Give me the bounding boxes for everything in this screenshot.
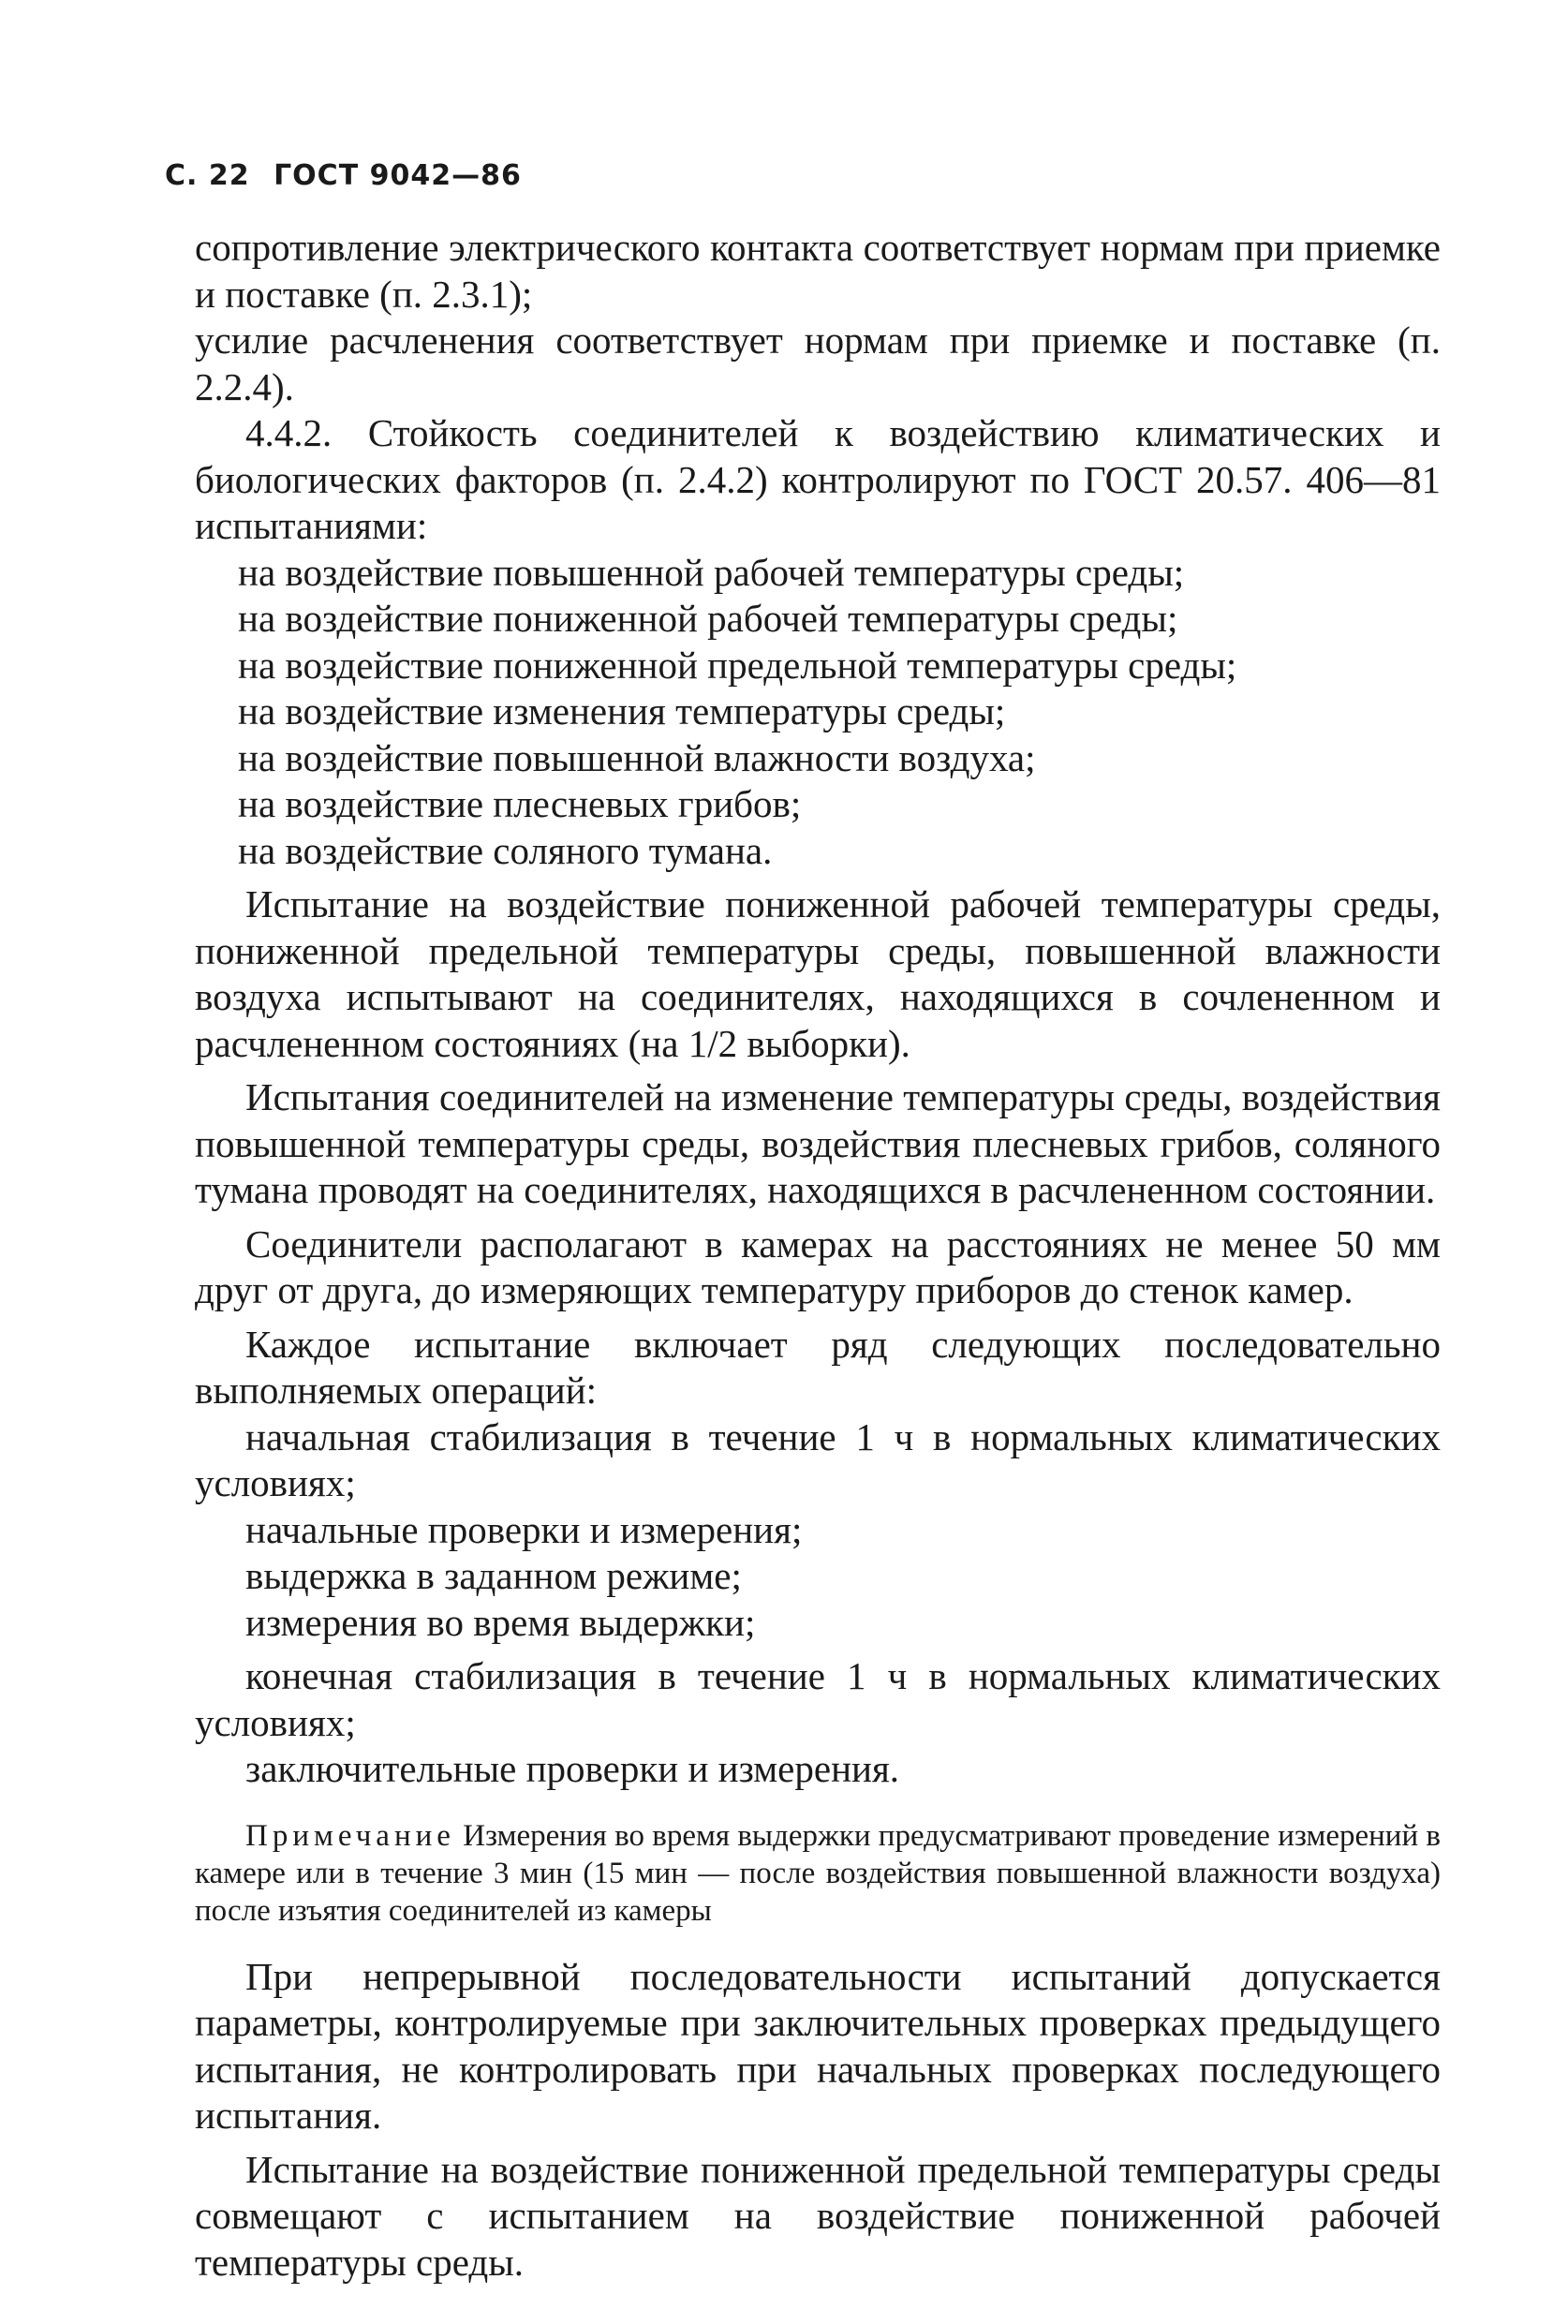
- test-item: на воздействие повышенной рабочей температуры среды;: [238, 550, 1185, 594]
- test-item: на воздействие пониженной предельной температуры среды;: [238, 643, 1237, 687]
- standard-number: ГОСТ 9042—86: [274, 159, 522, 192]
- note: [195, 1817, 1441, 1930]
- operation-item: измерения во время выдержки;: [245, 1600, 756, 1644]
- tests-list: [195, 550, 1441, 875]
- page-number: С. 22: [165, 159, 250, 192]
- paragraph-chamber-placement: Соединители располагают в камерах на расстояниях не менее 50 мм друг от друга, до измеряющих температуру приборов до стенок камер.: [195, 1221, 1441, 1311]
- paragraph-operations-intro: Каждое испытание включает ряд следующих последовательно выполняемых операций:: [195, 1322, 1441, 1412]
- paragraph-continuous-sequence: При непрерывной последовательности испытаний допускается параметры, контролируемые при заключительных проверках предыдущего испытания, не контролировать при начальных проверках последующего испытания.: [195, 1954, 1441, 2137]
- paragraph-combined-test: Испытание на воздействие пониженной предельной температуры среды совмещают с испытанием на воздействие пониженной рабочей температуры среды.: [195, 2147, 1441, 2284]
- operation-item: выдержка в заданном режиме;: [245, 1554, 742, 1597]
- test-item: на воздействие пониженной рабочей температуры среды;: [238, 597, 1178, 640]
- paragraph-contact-resistance: сопротивление электрического контакта соответствует нормам при приемке и поставке (п. 2.3.1);: [195, 226, 1441, 316]
- note-label: Примечание: [245, 1818, 455, 1853]
- page-header: [165, 159, 535, 192]
- test-item: на воздействие соляного тумана.: [238, 828, 773, 872]
- operation-item: заключительные проверки и измерения.: [245, 1747, 900, 1790]
- operation-item: конечная стабилизация в течение 1 ч в нормальных климатических условиях;: [195, 1654, 1441, 1744]
- test-item: на воздействие изменения температуры среды;: [238, 689, 1006, 733]
- operation-item: начальная стабилизация в течение 1 ч в нормальных климатических условиях;: [195, 1414, 1441, 1504]
- note-text: Измерения во время выдержки предусматривают проведение измерений в камере или в течение 3 мин (15 мин — после воздействия повышенной влажности воздуха) после изъятия соединителей из камеры: [195, 1818, 1441, 1928]
- operation-item: начальные проверки и измерения;: [245, 1507, 803, 1551]
- operations-list: [195, 1414, 1441, 1793]
- paragraph-unmated-tests: Испытания соединителей на изменение температуры среды, воздействия повышенной температуры среды, воздействия плесневых грибов, соляного тумана проводят на соединителях, находящихся в расчлененном состоянии.: [195, 1075, 1441, 1211]
- test-item: на воздействие повышенной влажности воздуха;: [238, 735, 1036, 779]
- paragraph-separation-force: усилие расчленения соответствует нормам при приемке и поставке (п. 2.2.4).: [195, 318, 1441, 408]
- test-item: на воздействие плесневых грибов;: [238, 782, 802, 825]
- document-body: [195, 225, 1441, 2286]
- paragraph-section-4-4-2: 4.4.2. Стойкость соединителей к воздействию климатических и биологических факторов (п. 2.4.2) контролируют по ГОСТ 20.57. 406—81 испытаниями:: [195, 411, 1441, 547]
- paragraph-low-temperature-tests: Испытание на воздействие пониженной рабочей температуры среды, пониженной предельной температуры среды, повышенной влажности воздуха испытывают на соединителях, находящихся в сочлененном и расчлененном состояниях (на 1/2 выборки).: [195, 882, 1441, 1065]
